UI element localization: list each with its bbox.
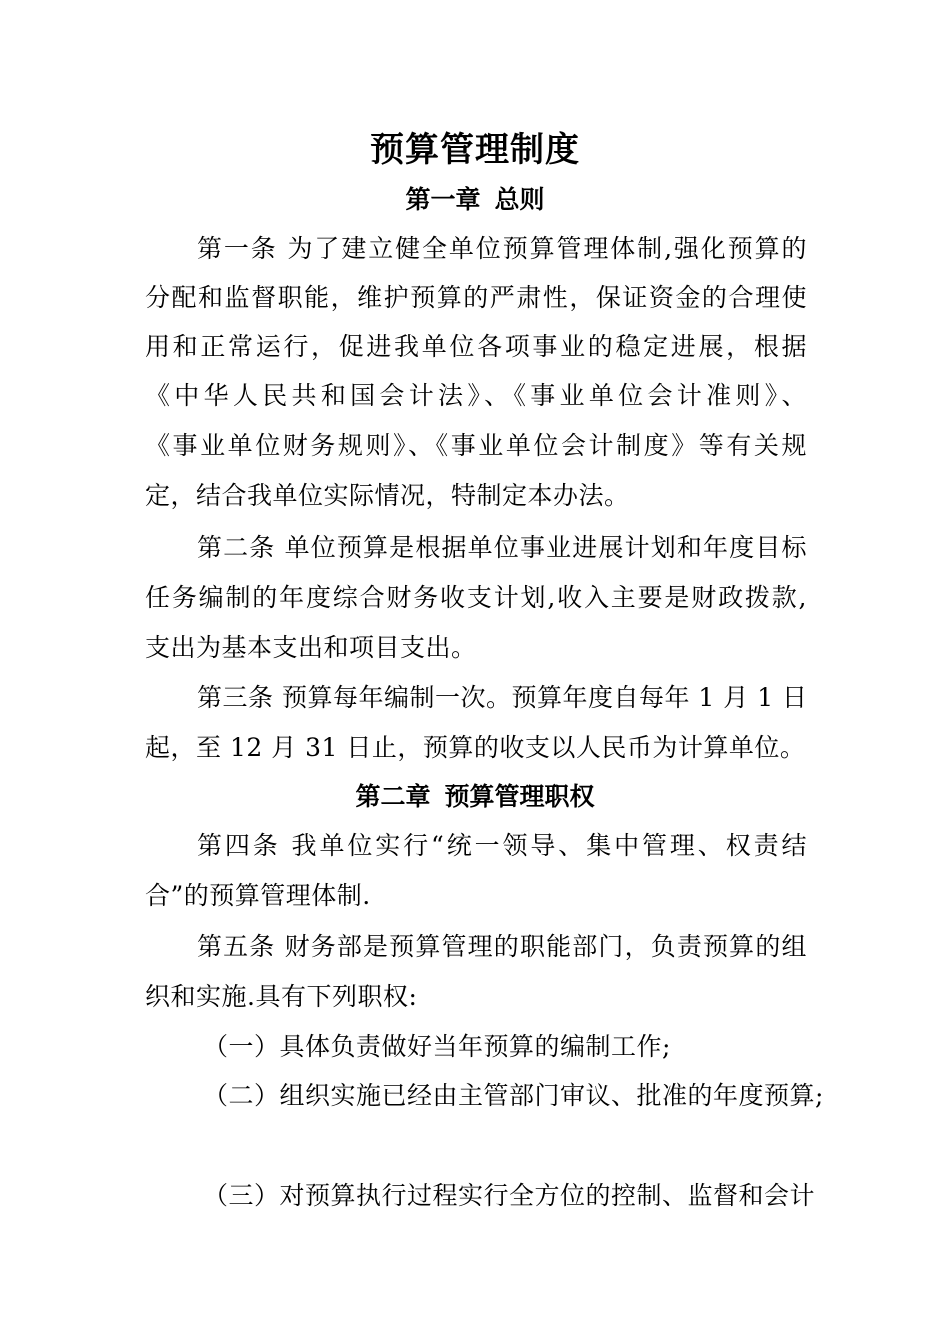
paragraph-line: 合”的预算管理体制. <box>145 881 371 910</box>
list-item: （三）对预算执行过程实行全方位的控制、监督和会计 <box>203 1181 816 1210</box>
paragraph-line: 第二条 单位预算是根据单位事业进展计划和年度目标 <box>197 533 807 562</box>
paragraph-line: 任务编制的年度综合财务收支计划,收入主要是财政拨款, <box>145 583 807 612</box>
paragraph-line: 第四条 我单位实行“统一领导、集中管理、权责结 <box>197 831 807 860</box>
paragraph-line: 定，结合我单位实际情况，特制定本办法。 <box>145 481 630 510</box>
chapter-number: 第一章 <box>405 185 481 214</box>
document-title: 预算管理制度 <box>370 130 580 170</box>
chapter-heading-1 <box>0 182 950 218</box>
list-item: （一）具体负责做好当年预算的编制工作; <box>203 1032 671 1061</box>
chapter-name: 总则 <box>494 185 545 214</box>
paragraph-line: 用和正常运行，促进我单位各项事业的稳定进展，根据 <box>145 332 807 361</box>
paragraph-line: 起，至 12 月 31 日止，预算的收支以人民币为计算单位。 <box>145 733 806 762</box>
chapter-number: 第二章 <box>355 782 431 811</box>
paragraph-line: 第一条 为了建立健全单位预算管理体制,强化预算的 <box>197 234 807 263</box>
paragraph-line: 分配和监督职能，维护预算的严肃性，保证资金的合理使 <box>145 283 807 312</box>
paragraph-line: 第五条 财务部是预算管理的职能部门，负责预算的组 <box>197 932 807 961</box>
chapter-heading-2 <box>0 779 950 815</box>
paragraph-line: 支出为基本支出和项目支出。 <box>145 633 477 662</box>
chapter-name: 预算管理职权 <box>444 782 595 811</box>
paragraph-line: 《事业单位财务规则》、《事业单位会计制度》等有关规 <box>145 431 807 460</box>
paragraph-line: 织和实施.具有下列职权: <box>145 982 418 1011</box>
paragraph-line: 《中华人民共和国会计法》、《事业单位会计准则》、 <box>145 381 807 410</box>
list-item: （二）组织实施已经由主管部门审议、批准的年度预算; <box>203 1081 824 1110</box>
paragraph-line: 第三条 预算每年编制一次。预算年度自每年 1 月 1 日 <box>197 683 808 712</box>
